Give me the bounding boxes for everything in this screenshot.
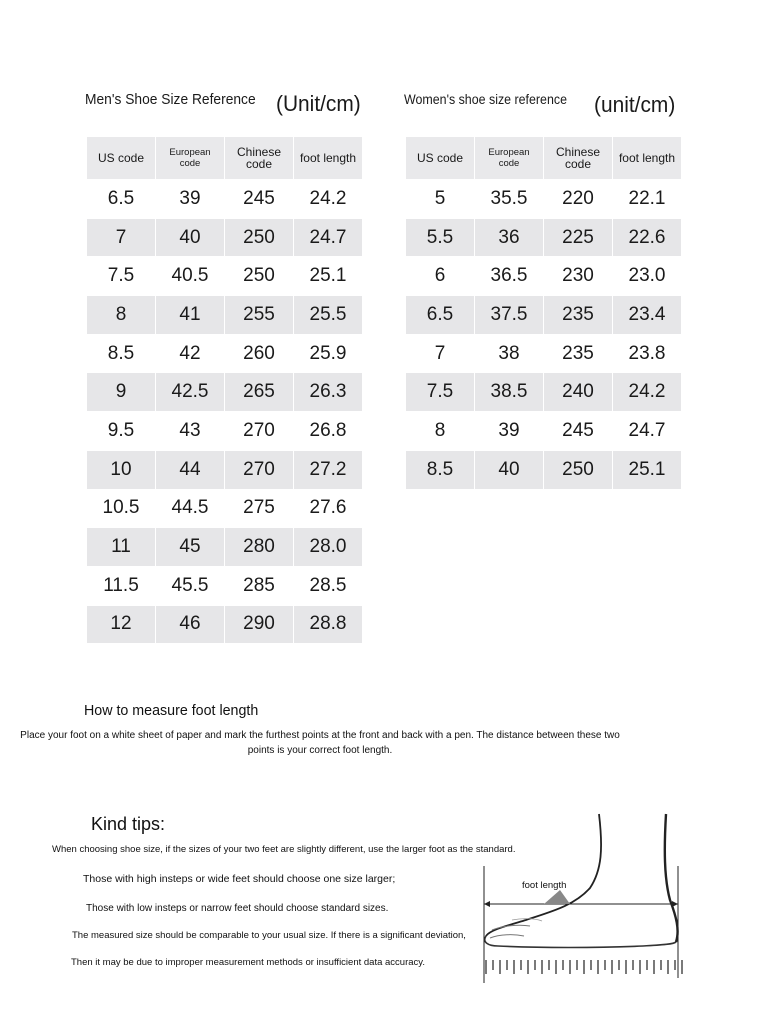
table-cell: 7.5 (406, 373, 475, 412)
table-row (87, 180, 363, 219)
table-cell: 250 (225, 218, 294, 257)
table-cell: 25.9 (294, 334, 363, 373)
foot-measurement-icon (478, 808, 693, 988)
table-cell: 260 (225, 334, 294, 373)
table-cell: 270 (225, 450, 294, 489)
tip-item: Then it may be due to improper measurement methods or insufficient data accuracy. (71, 957, 425, 968)
table-row (87, 450, 363, 489)
table-cell: 43 (156, 412, 225, 451)
table-cell: 44 (156, 450, 225, 489)
table-cell: 39 (156, 180, 225, 219)
table-row (87, 373, 363, 412)
men-table-title: Men's Shoe Size Reference (85, 91, 256, 108)
men-size-table (86, 136, 363, 644)
table-cell: 23.8 (613, 334, 682, 373)
table-cell: 25.1 (613, 450, 682, 489)
table-cell: 235 (544, 334, 613, 373)
table-cell: 39 (475, 412, 544, 451)
table-cell: 275 (225, 489, 294, 528)
table-cell: 37.5 (475, 296, 544, 335)
foot-length-label: foot length (522, 880, 567, 891)
table-cell: 250 (225, 257, 294, 296)
women-size-table (405, 136, 682, 490)
table-cell: 45 (156, 528, 225, 567)
women-header-length: foot length (613, 137, 682, 180)
table-cell: 255 (225, 296, 294, 335)
table-cell: 26.8 (294, 412, 363, 451)
table-cell: 5.5 (406, 218, 475, 257)
table-cell: 23.4 (613, 296, 682, 335)
table-cell: 24.7 (294, 218, 363, 257)
table-cell: 230 (544, 257, 613, 296)
women-header-cn: Chinese code (544, 137, 613, 180)
table-cell: 280 (225, 528, 294, 567)
table-cell: 46 (156, 605, 225, 644)
table-cell: 45.5 (156, 566, 225, 605)
table-cell: 27.2 (294, 450, 363, 489)
table-row (406, 450, 682, 489)
men-header-length: foot length (294, 137, 363, 180)
table-row (87, 489, 363, 528)
table-cell: 24.7 (613, 412, 682, 451)
table-cell: 10 (87, 450, 156, 489)
table-cell: 35.5 (475, 180, 544, 219)
table-cell: 28.0 (294, 528, 363, 567)
table-cell: 38 (475, 334, 544, 373)
table-cell: 11.5 (87, 566, 156, 605)
table-row (87, 218, 363, 257)
table-row (406, 334, 682, 373)
table-row (406, 296, 682, 335)
table-cell: 28.5 (294, 566, 363, 605)
table-cell: 8.5 (87, 334, 156, 373)
table-cell: 26.3 (294, 373, 363, 412)
table-cell: 42.5 (156, 373, 225, 412)
table-cell: 24.2 (613, 373, 682, 412)
table-cell: 25.5 (294, 296, 363, 335)
table-cell: 36.5 (475, 257, 544, 296)
table-cell: 40.5 (156, 257, 225, 296)
table-cell: 11 (87, 528, 156, 567)
table-cell: 22.1 (613, 180, 682, 219)
table-cell: 9.5 (87, 412, 156, 451)
table-cell: 8 (87, 296, 156, 335)
table-row (406, 373, 682, 412)
table-row (87, 566, 363, 605)
table-cell: 6.5 (406, 296, 475, 335)
table-cell: 8 (406, 412, 475, 451)
men-header-cn: Chinese code (225, 137, 294, 180)
measure-instructions: Place your foot on a white sheet of paper and mark the furthest points at the front and back with a pen. The distance between these two points is your correct foot length. (20, 730, 620, 756)
table-row (87, 412, 363, 451)
table-row (87, 528, 363, 567)
table-cell: 44.5 (156, 489, 225, 528)
table-cell: 10.5 (87, 489, 156, 528)
men-header-us: US code (87, 137, 156, 180)
table-cell: 6 (406, 257, 475, 296)
table-cell: 38.5 (475, 373, 544, 412)
table-cell: 28.8 (294, 605, 363, 644)
women-header-us: US code (406, 137, 475, 180)
table-cell: 225 (544, 218, 613, 257)
table-row (87, 605, 363, 644)
table-row (87, 296, 363, 335)
table-cell: 250 (544, 450, 613, 489)
table-cell: 270 (225, 412, 294, 451)
tips-title: Kind tips: (91, 814, 166, 834)
table-cell: 27.6 (294, 489, 363, 528)
table-cell: 9 (87, 373, 156, 412)
measure-title: How to measure foot length (84, 702, 259, 719)
table-row (406, 412, 682, 451)
table-cell: 7 (406, 334, 475, 373)
women-header-eu: European code (475, 137, 544, 180)
women-table-header-row (406, 137, 682, 180)
table-cell: 12 (87, 605, 156, 644)
table-cell: 245 (225, 180, 294, 219)
table-cell: 6.5 (87, 180, 156, 219)
table-cell: 22.6 (613, 218, 682, 257)
women-table-body (406, 180, 682, 490)
women-table-unit: (unit/cm) (594, 92, 676, 117)
table-cell: 240 (544, 373, 613, 412)
men-header-eu: European code (156, 137, 225, 180)
table-cell: 25.1 (294, 257, 363, 296)
table-row (406, 257, 682, 296)
men-table-unit: (Unit/cm) (276, 91, 361, 116)
table-cell: 41 (156, 296, 225, 335)
table-cell: 290 (225, 605, 294, 644)
table-row (406, 218, 682, 257)
tip-item: Those with high insteps or wide feet should choose one size larger; (83, 873, 396, 885)
table-cell: 40 (475, 450, 544, 489)
table-cell: 285 (225, 566, 294, 605)
table-cell: 23.0 (613, 257, 682, 296)
men-table-body (87, 180, 363, 644)
tip-item: The measured size should be comparable to your usual size. If there is a significant deviation, (72, 930, 466, 941)
table-cell: 40 (156, 218, 225, 257)
table-cell: 42 (156, 334, 225, 373)
table-cell: 235 (544, 296, 613, 335)
table-cell: 24.2 (294, 180, 363, 219)
tip-item: When choosing shoe size, if the sizes of your two feet are slightly different, use the larger foot as the standard. (52, 844, 516, 855)
table-row (406, 180, 682, 219)
tip-item: Those with low insteps or narrow feet should choose standard sizes. (86, 903, 389, 914)
table-cell: 8.5 (406, 450, 475, 489)
table-cell: 265 (225, 373, 294, 412)
men-table-header-row (87, 137, 363, 180)
table-row (87, 257, 363, 296)
table-cell: 220 (544, 180, 613, 219)
table-cell: 5 (406, 180, 475, 219)
women-table-title: Women's shoe size reference (404, 92, 567, 107)
table-cell: 36 (475, 218, 544, 257)
table-cell: 245 (544, 412, 613, 451)
table-row (87, 334, 363, 373)
table-cell: 7.5 (87, 257, 156, 296)
table-cell: 7 (87, 218, 156, 257)
